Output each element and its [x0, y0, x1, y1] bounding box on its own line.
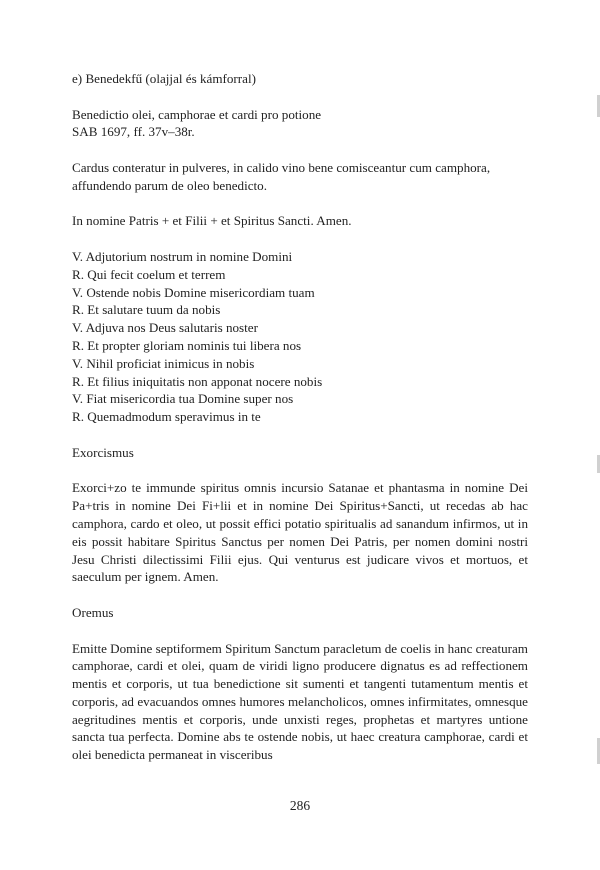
page-number: 286: [289, 798, 311, 813]
versicle-line: V. Fiat misericordia tua Domine super nos: [72, 391, 294, 407]
spacer: [72, 462, 528, 480]
prayer-paragraph: Emitte Domine septiformem Spiritum Sanctum paracletum de coelis in hanc creaturam camphorae, cardi et olei, quam de viridi ligno producere dignatus es ad reffectionem mentis et corporis, ut tua benedictione sit sumenti et tangenti tutamentum mentis et corporis, ad evacuandos omnes humores melancholicos, omnes infirmitates, omnesque aegritudines mentis et corporis, unde unxisti reges, prophetas et martyres untione sancta tua perfecta. Domine abs te ostende nobis, ut haec creatura camphorae, cardi et olei benedicta permaneat in visceribus: [72, 640, 528, 763]
prayer-heading: Oremus: [72, 604, 114, 620]
spacer: [72, 586, 528, 604]
spacer: [72, 426, 528, 444]
versicle-line: V. Ostende nobis Domine misericordiam tuam: [72, 284, 315, 300]
response-line: R. Et propter gloriam nominis tui libera nos: [72, 337, 302, 353]
response-line: R. Et salutare tuum da nobis: [72, 302, 221, 318]
spacer: [72, 195, 528, 213]
source-reference: SAB 1697, ff. 37v–38r.: [72, 124, 195, 140]
spacer: [72, 230, 528, 248]
exorcism-heading: Exorcismus: [72, 444, 134, 460]
versicle-line: V. Adjuva nos Deus salutaris noster: [72, 320, 258, 336]
spacer: [72, 141, 528, 159]
exorcism-paragraph: Exorci+zo te immunde spiritus omnis incursio Satanae et phantasma in nomine Dei Pa+tris in nomine Dei Fi+lii et in nomine Dei Spiritus+Sancti, ut recedas ab hac camphora, cardo et oleo, ut possit effici potatio spiritualis ad sanandum infirmos, ut in eis possit habitare Spiritus Sanctus per nomen Dei Patris, per nomen domini nostri Jesu Christi dilectissimi Filii ejus. Qui venturus est judicare vivos et mortuos, et saeculum per ignem. Amen.: [72, 480, 528, 585]
source-title: Benedictio olei, camphorae et cardi pro potione: [72, 106, 322, 122]
response-line: R. Et filius iniquitatis non apponat nocere nobis: [72, 373, 323, 389]
response-line: R. Qui fecit coelum et terrem: [72, 266, 226, 282]
spacer: [72, 622, 528, 640]
spacer: [72, 88, 528, 106]
section-heading: e) Benedekfű (olajjal és kámforral): [72, 71, 256, 86]
rubric-paragraph: Cardus conteratur in pulveres, in calido vino bene comisceantur cum camphora, affundendo parum de oleo benedicto.: [72, 159, 491, 193]
versicle-line: V. Nihil proficiat inimicus in nobis: [72, 355, 255, 371]
response-line: R. Quemadmodum speravimus in te: [72, 409, 261, 425]
versicle-list: [72, 248, 528, 426]
invocation-line: In nomine Patris + et Filii + et Spiritus Sancti. Amen.: [72, 213, 352, 229]
versicle-line: V. Adjutorium nostrum in nomine Domini: [72, 248, 293, 264]
page-content: [72, 70, 528, 764]
